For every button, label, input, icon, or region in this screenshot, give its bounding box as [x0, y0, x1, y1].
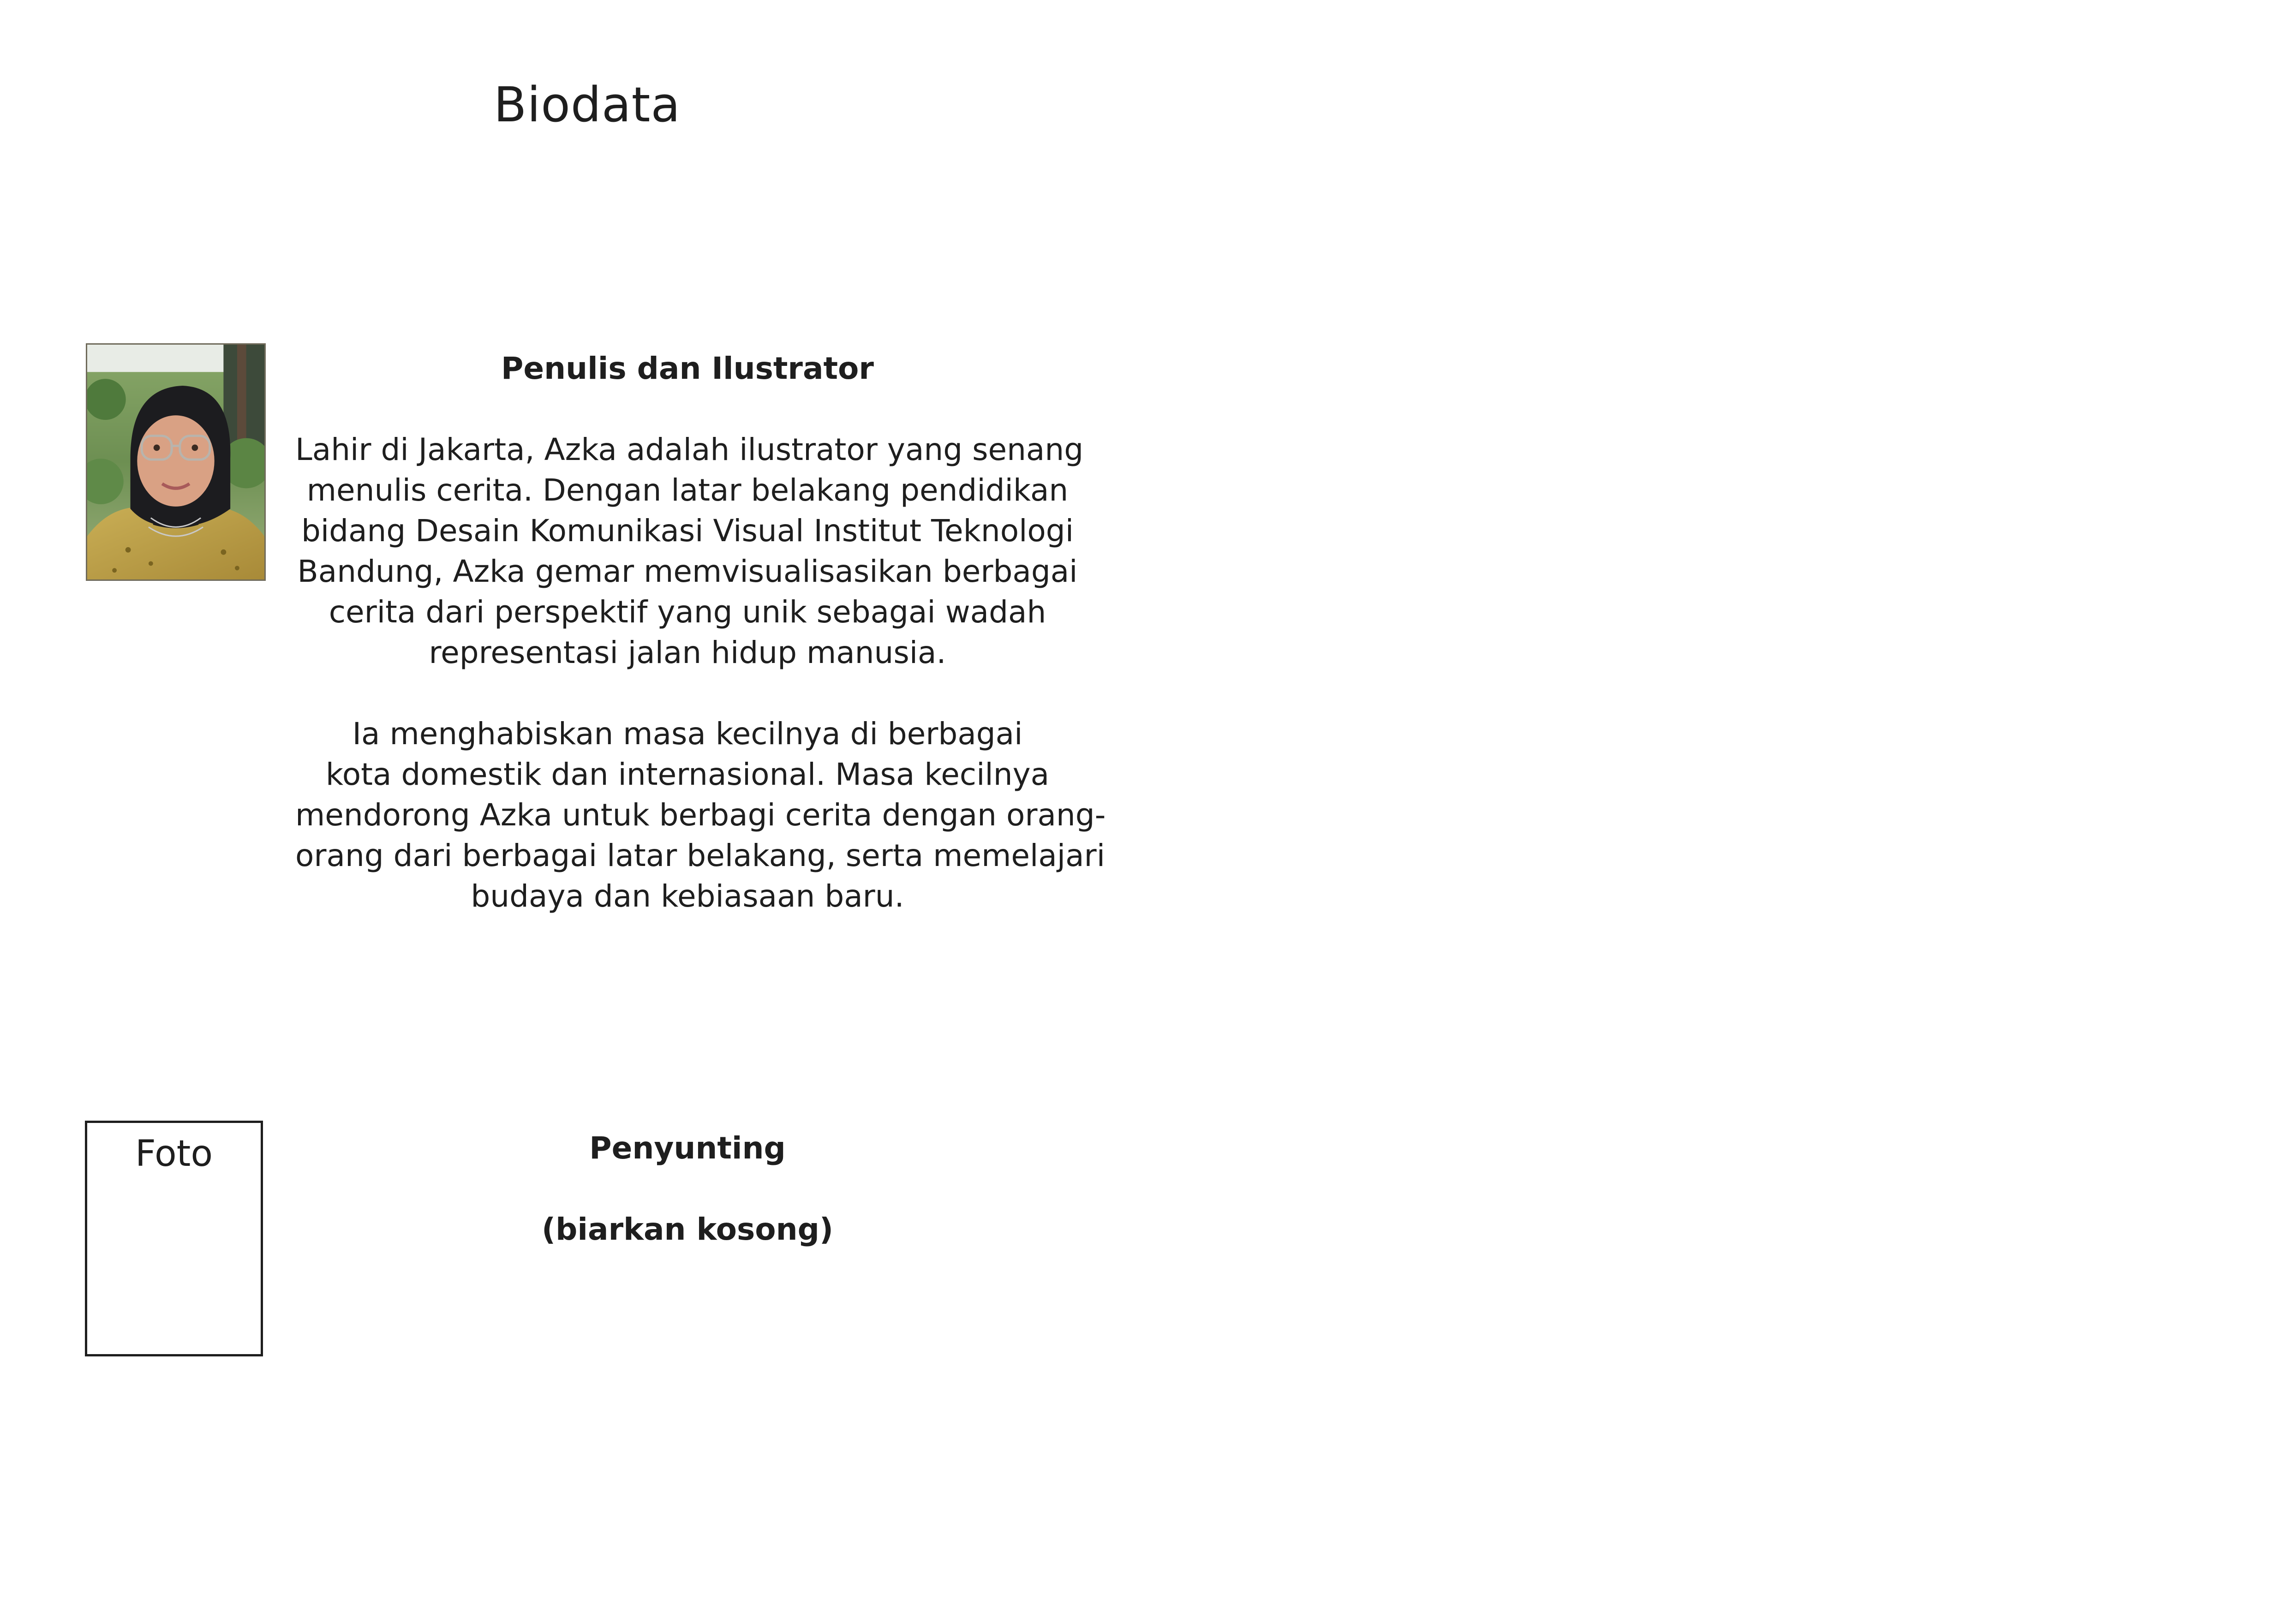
bio-paragraph-2: [295, 714, 1106, 917]
editor-bio: [434, 1128, 941, 1250]
portrait-photo-icon: [87, 345, 264, 579]
photo-placeholder-label: Foto: [135, 1133, 213, 1175]
bio-line: Lahir di Jakarta, Azka adalah ilustrator yang senang: [295, 432, 1084, 467]
bio-line: representasi jalan hidup manusia.: [429, 635, 946, 670]
editor-note: (biarkan kosong): [542, 1212, 833, 1247]
bio-line: mendorong Azka untuk berbagi cerita dengan orang-: [295, 797, 1106, 833]
bio-line: orang dari berbagai latar belakang, serta memelajari: [295, 838, 1106, 873]
writer-bio: [295, 348, 1106, 917]
bio-line: cerita dari perspektif yang unik sebagai wadah: [329, 594, 1046, 630]
editor-photo-placeholder: [85, 1121, 263, 1356]
bio-line: kota domestik dan internasional. Masa kecilnya: [325, 757, 1050, 792]
page-title: Biodata: [494, 77, 681, 133]
writer-portrait-photo: [86, 343, 266, 581]
bio-line: bidang Desain Komunikasi Visual Institut Teknologi: [301, 513, 1074, 549]
writer-role-heading: Penulis dan Ilustrator: [501, 351, 874, 386]
bio-paragraph-1: [295, 430, 1084, 673]
bio-line: Bandung, Azka gemar memvisualisasikan berbagai: [297, 554, 1078, 589]
bio-line: budaya dan kebiasaan baru.: [471, 878, 904, 914]
editor-role-heading: Penyunting: [589, 1130, 786, 1166]
bio-line: menulis cerita. Dengan latar belakang pendidikan: [306, 472, 1069, 508]
bio-line: Ia menghabiskan masa kecilnya di berbagai: [352, 716, 1023, 752]
